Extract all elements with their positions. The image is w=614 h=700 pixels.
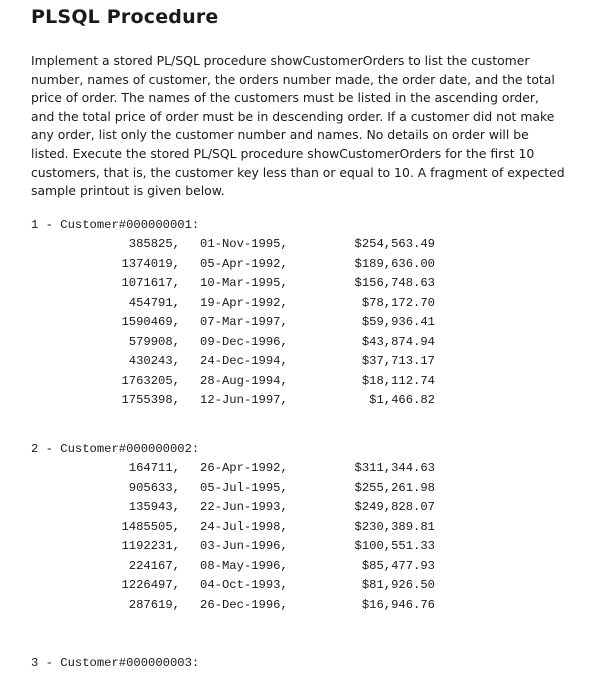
order-total-price: $81,926.50 (361, 578, 435, 592)
order-date: 05-Apr-1992, (200, 256, 288, 271)
order-date: 03-Jun-1996, (200, 539, 288, 553)
order-row (0, 315, 614, 335)
order-number: 905633, (128, 480, 180, 495)
order-row (0, 578, 614, 598)
order-row (0, 276, 614, 296)
order-row (0, 257, 614, 277)
order-date: 12-Jun-1997, (200, 393, 288, 407)
order-date: 26-Dec-1996, (200, 597, 288, 612)
paragraph-line: sample printout is given below. (31, 183, 225, 199)
order-row (0, 296, 614, 316)
paragraph-line: number, names of customer, the orders number made, the order date, and the total (31, 71, 555, 87)
order-total-price: $43,874.94 (361, 334, 435, 349)
page-title: PLSQL Procedure (31, 6, 219, 28)
order-row (0, 481, 614, 501)
order-total-price: $254,563.49 (354, 237, 435, 251)
order-date: 05-Jul-1995, (200, 480, 288, 495)
customer-header: 1 - Customer#000000001: (31, 218, 200, 232)
order-number: 430243, (128, 354, 180, 368)
order-number: 454791, (128, 295, 180, 310)
order-number: 1485505, (121, 519, 180, 534)
paragraph-line: customers, that is, the customer key less than or equal to 10. A fragment of expected (31, 164, 565, 180)
order-row (0, 374, 614, 394)
order-number: 1755398, (121, 393, 180, 407)
order-date: 08-May-1996, (200, 558, 288, 573)
order-total-price: $78,172.70 (361, 295, 435, 310)
order-row (0, 354, 614, 374)
order-total-price: $189,636.00 (354, 256, 435, 271)
order-total-price: $37,713.17 (361, 354, 435, 368)
paragraph-line: Implement a stored PL/SQL procedure showCustomerOrders to list the customer (31, 53, 530, 68)
order-total-price: $311,344.63 (354, 461, 435, 475)
order-number: 385825, (128, 237, 180, 251)
order-row (0, 335, 614, 355)
order-total-price: $100,551.33 (354, 539, 435, 553)
order-row (0, 237, 614, 257)
order-date: 09-Dec-1996, (200, 334, 288, 349)
order-total-price: $18,112.74 (361, 373, 435, 388)
order-date: 19-Apr-1992, (200, 295, 288, 310)
order-row (0, 598, 614, 618)
customer-header: 2 - Customer#000000002: (31, 442, 200, 456)
paragraph-line: price of order. The names of the customers must be listed in the ascending order, (31, 90, 539, 106)
order-date: 01-Nov-1995, (200, 237, 288, 251)
order-date: 07-Mar-1997, (200, 315, 288, 329)
order-number: 287619, (128, 597, 180, 612)
order-number: 1071617, (121, 276, 180, 290)
order-total-price: $59,936.41 (361, 315, 435, 329)
paragraph-line: any order, list only the customer number and names. No details on order will be (31, 127, 529, 143)
order-number: 164711, (128, 461, 180, 475)
order-number: 224167, (128, 558, 180, 573)
order-number: 1192231, (121, 539, 180, 553)
order-total-price: $85,477.93 (361, 558, 435, 573)
order-number: 1226497, (121, 578, 180, 592)
order-row (0, 393, 614, 413)
customer-orders-list (0, 237, 614, 413)
order-total-price: $16,946.76 (361, 597, 435, 612)
order-number: 1374019, (121, 256, 180, 271)
customer-orders-list (0, 461, 614, 617)
order-number: 579908, (128, 334, 180, 349)
order-date: 28-Aug-1994, (200, 373, 288, 388)
instructions-paragraph (31, 52, 591, 201)
order-date: 22-Jun-1993, (200, 500, 288, 514)
order-date: 24-Dec-1994, (200, 354, 288, 368)
order-total-price: $230,389.81 (354, 519, 435, 534)
order-number: 1763205, (121, 373, 180, 388)
order-date: 26-Apr-1992, (200, 461, 288, 475)
order-total-price: $1,466.82 (369, 393, 435, 407)
order-total-price: $156,748.63 (354, 276, 435, 290)
order-total-price: $249,828.07 (354, 500, 435, 514)
paragraph-line: and the total price of order must be in descending order. If a customer did not make (31, 108, 555, 124)
order-number: 135943, (128, 500, 180, 514)
order-row (0, 559, 614, 579)
order-total-price: $255,261.98 (354, 480, 435, 495)
order-row (0, 461, 614, 481)
order-row (0, 500, 614, 520)
order-number: 1590469, (121, 315, 180, 329)
order-date: 24-Jul-1998, (200, 519, 288, 534)
order-row (0, 520, 614, 540)
order-row (0, 539, 614, 559)
paragraph-line: listed. Execute the stored PL/SQL procedure showCustomerOrders for the first 10 (31, 145, 535, 161)
order-date: 10-Mar-1995, (200, 276, 288, 290)
customer-header: 3 - Customer#000000003: (31, 656, 200, 670)
order-date: 04-Oct-1993, (200, 578, 288, 592)
